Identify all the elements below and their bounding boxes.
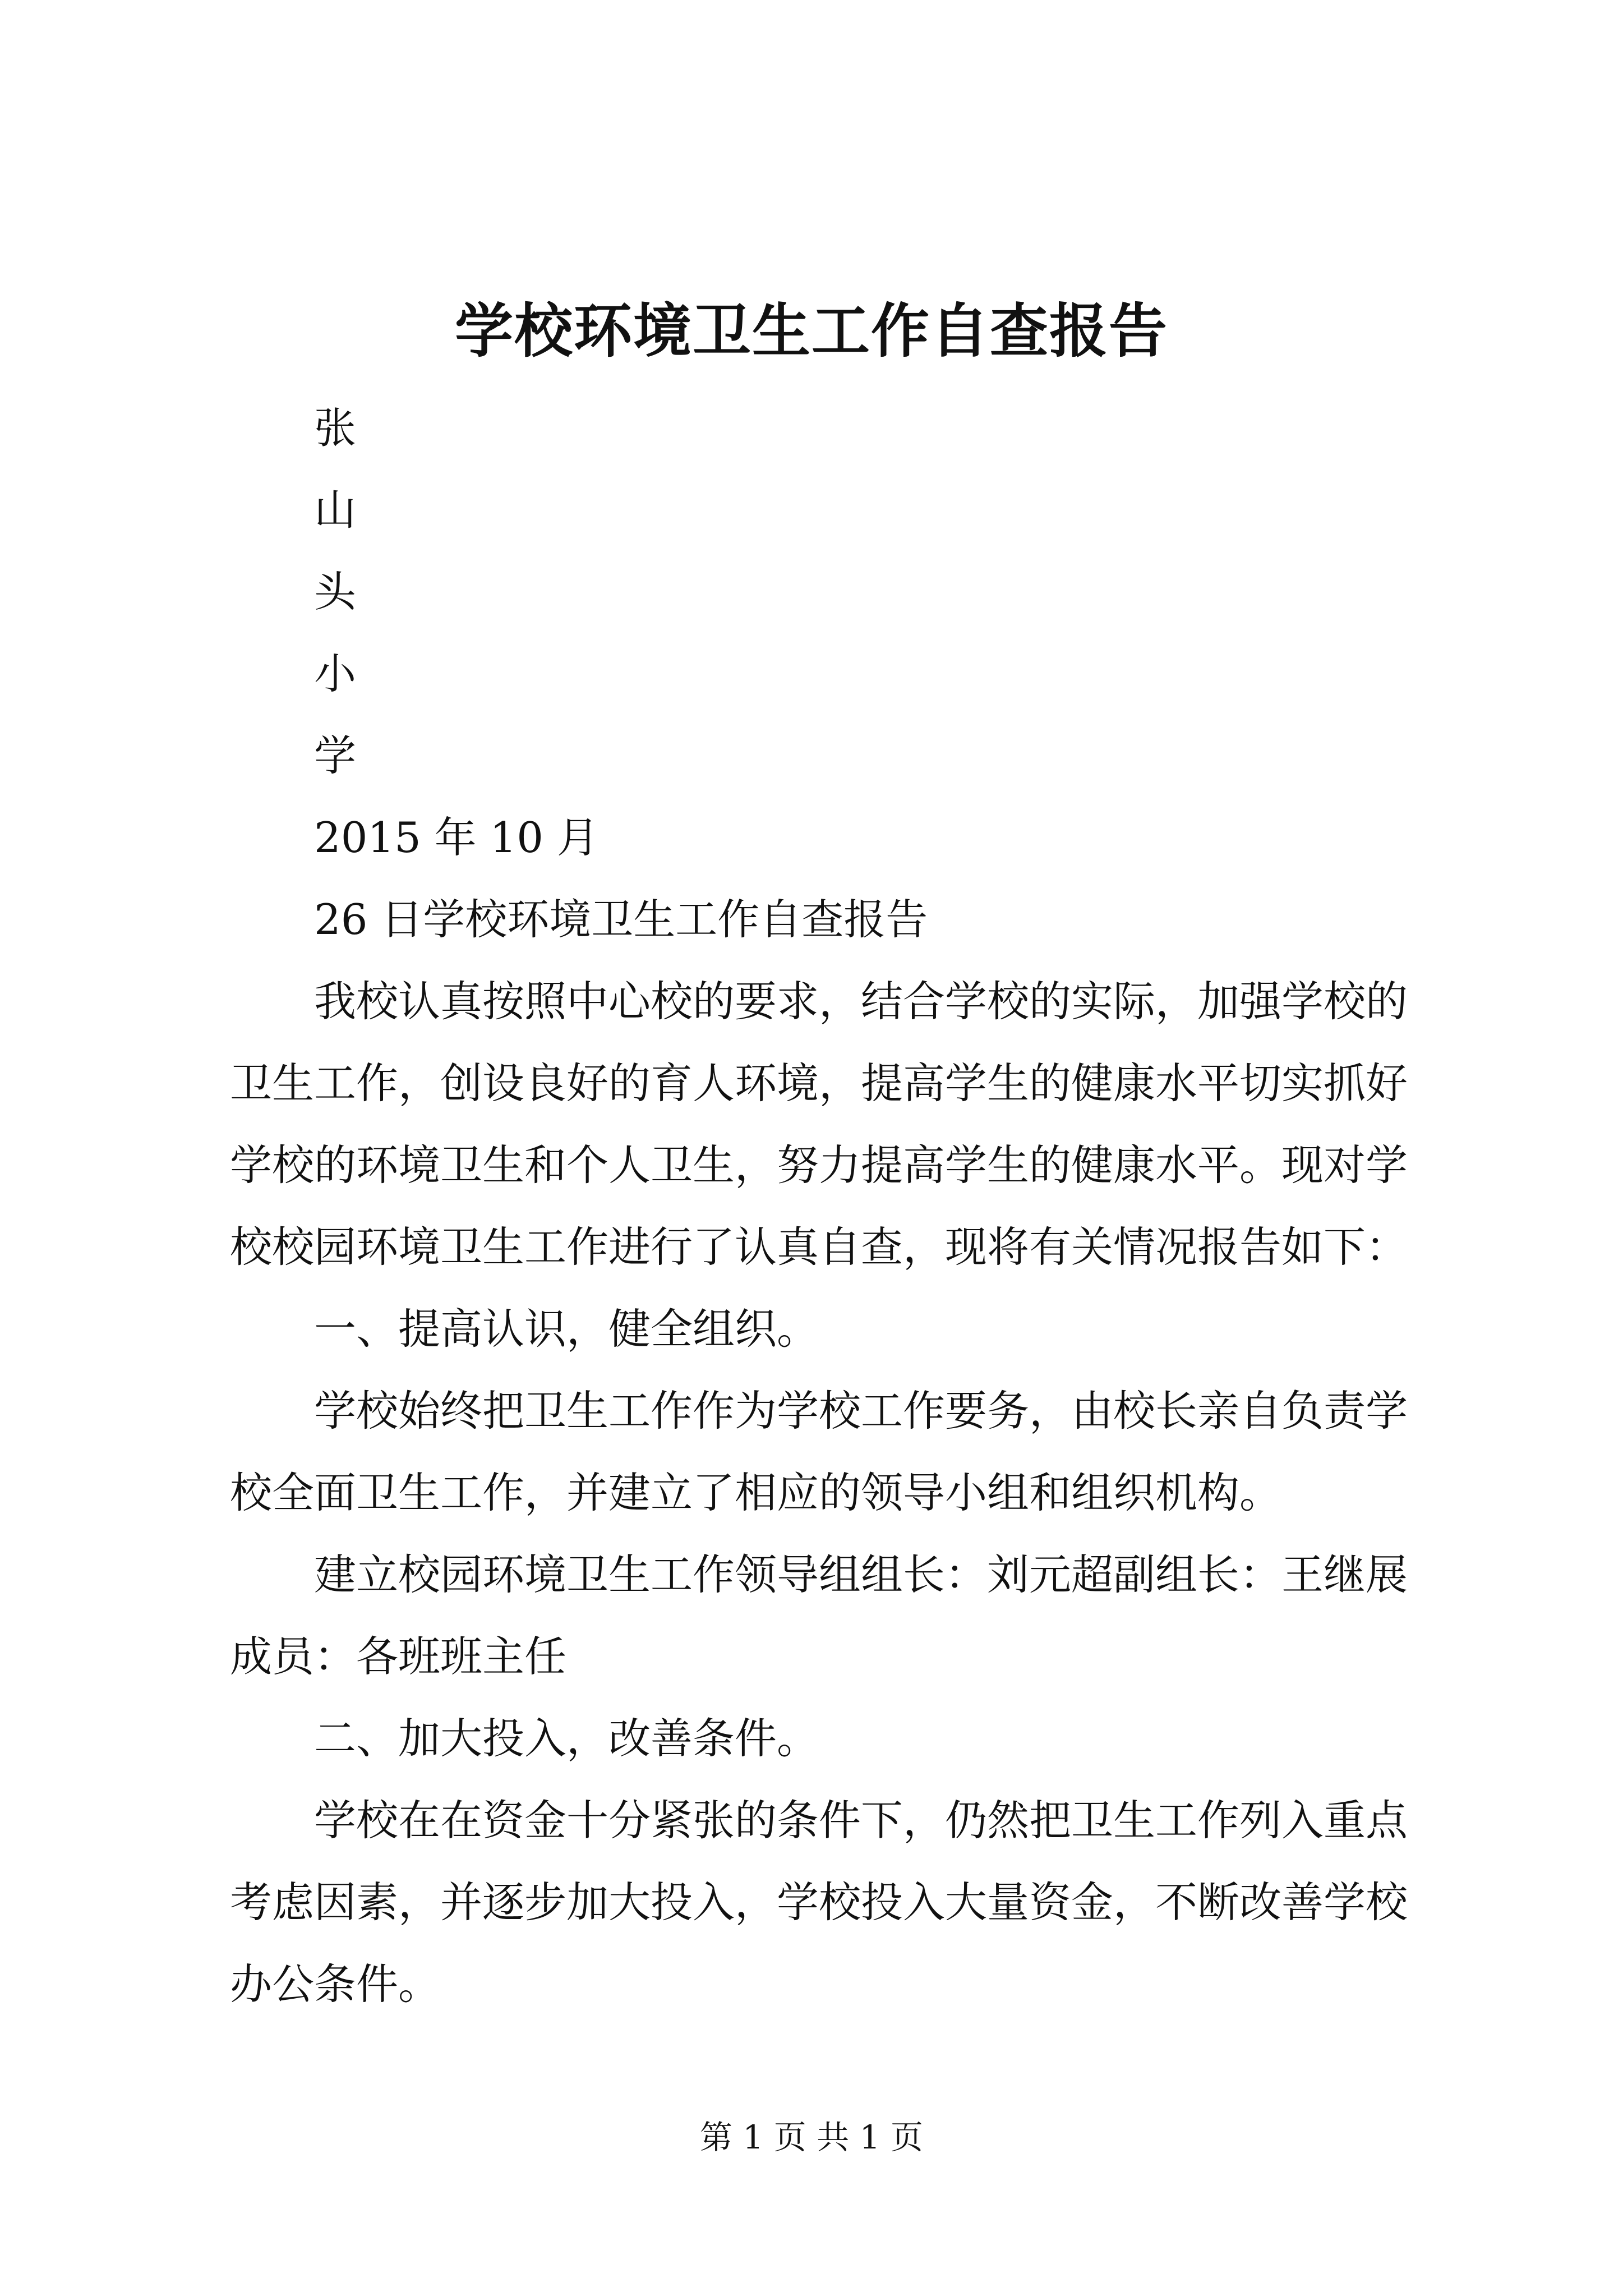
document-title: 学校环境卫生工作自查报告 bbox=[454, 296, 1168, 365]
author-char: 头 bbox=[314, 567, 357, 616]
body-paragraph-leadership: 建立校园环境卫生工作领导组组长：刘元超副组长：王继展成员：各班班主任 bbox=[230, 1550, 1408, 1681]
author-char: 山 bbox=[314, 485, 357, 535]
subtitle-line: 26 日学校环境卫生工作自查报告 bbox=[314, 895, 928, 944]
document-body bbox=[230, 387, 1408, 2025]
body-paragraph-intro: 我校认真按照中心校的要求，结合学校的实际，加强学校的卫生工作，创设良好的育人环境，提高学生的健康水平切实抓好学校的环境卫生和个人卫生，努力提高学生的健康水平。现对学校校园环境卫生工作进行了认真自查，现将有关情况报告如下： bbox=[230, 977, 1408, 1272]
section-heading-1: 一、提高认识，健全组织。 bbox=[314, 1304, 819, 1354]
body-paragraph-organization: 学校始终把卫生工作作为学校工作要务，由校长亲自负责学校全面卫生工作，并建立了相应的领导小组和组织机构。 bbox=[230, 1386, 1408, 1517]
section-heading-2: 二、加大投入，改善条件。 bbox=[314, 1714, 819, 1763]
page-footer: 第 1 页 共 1 页 bbox=[700, 2118, 923, 2156]
author-char: 学 bbox=[314, 731, 357, 780]
author-char: 小 bbox=[314, 649, 357, 698]
author-char: 张 bbox=[314, 403, 357, 453]
body-paragraph-investment: 学校在在资金十分紧张的条件下，仍然把卫生工作列入重点考虑因素，并逐步加大投入，学校投入大量资金，不断改善学校办公条件。 bbox=[230, 1796, 1408, 2009]
date-line: 2015 年 10 月 bbox=[314, 813, 599, 862]
